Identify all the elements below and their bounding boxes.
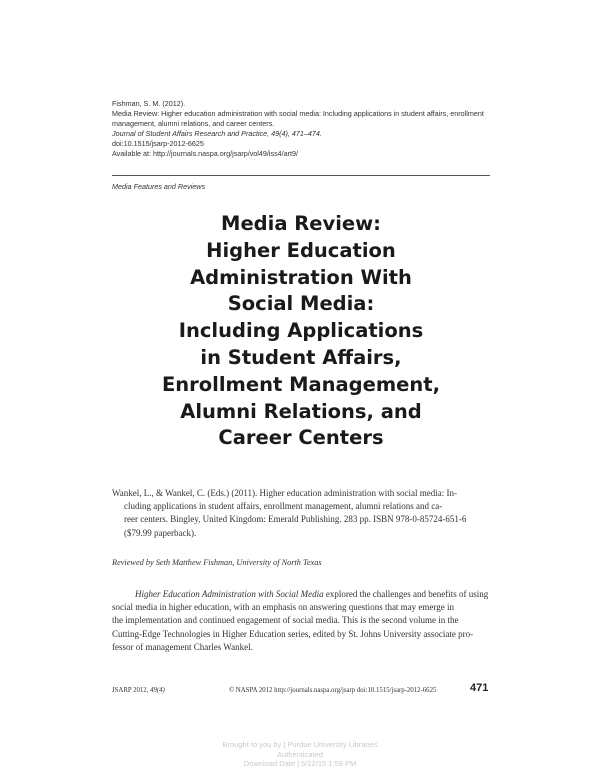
title-line: in Student Affairs, xyxy=(200,345,402,369)
footer-volume: 49(4) xyxy=(150,687,165,694)
reviewer-byline: Reviewed by Seth Matthew Fishman, University of North Texas xyxy=(112,558,322,567)
footer-journal-abbr: JSARP 2012, xyxy=(112,687,151,694)
body-line: fessor of management Charles Wankel. xyxy=(112,641,253,652)
title-line: Media Review: xyxy=(221,212,381,235)
body-line: the implementation and continued engagement of social media. This is the second volume in the xyxy=(112,615,459,626)
download-watermark xyxy=(200,740,400,769)
article-title xyxy=(112,211,490,452)
citation-author: Fishman, S. M. (2012). xyxy=(112,99,186,108)
title-line: Social Media: xyxy=(227,292,375,316)
book-title-italic: Higher Education Administration with Social Media xyxy=(135,589,324,599)
body-line xyxy=(112,588,492,601)
body-line: Cutting-Edge Technologies in Higher Education series, edited by St. Johns University associate pro- xyxy=(112,628,474,639)
header-divider xyxy=(112,175,490,176)
body-line: social media in higher education, with an emphasis on answering questions that may emerge in xyxy=(112,602,454,613)
footer-journal xyxy=(112,687,165,694)
footer-copyright: © NASPA 2012 http://journals.naspa.org/jsarp doi:10.1515/jsarp-2012-6625 xyxy=(229,687,437,694)
title-line: Including Applications xyxy=(178,319,424,343)
page-number: 471 xyxy=(470,682,489,694)
title-line: Administration With xyxy=(190,265,412,289)
title-line: Career Centers xyxy=(218,426,384,450)
reference-line: reer centers. Bingley, United Kingdom: Emerald Publishing. 283 pp. ISBN 978-0-85724-651-6 xyxy=(124,514,467,525)
title-line: Enrollment Management, xyxy=(161,372,441,396)
reference-line: cluding applications in student affairs, enrollment management, alumni relations and ca- xyxy=(124,501,443,512)
review-body xyxy=(112,588,492,654)
body-line-rest: explored the challenges and benefits of using xyxy=(323,589,489,599)
citation-url[interactable]: Available at: http://journals.naspa.org/jsarp/vol49/iss4/art9/ xyxy=(112,149,299,158)
title-line: Alumni Relations, and xyxy=(180,399,422,423)
reference-line: ($79.99 paperback). xyxy=(124,527,197,538)
book-reference xyxy=(112,487,492,540)
citation-title: Media Review: Higher education administration with social media: Including applications in student affairs, enrollment management, alumni relations, and career centers. xyxy=(112,109,484,128)
title-line: Higher Education xyxy=(206,238,396,262)
watermark-line: Authenticated xyxy=(277,749,323,759)
citation-journal: Journal of Student Affairs Research and Practice, 49(4), 471–474. xyxy=(112,129,322,138)
watermark-line: Brought to you by | Purdue University Libraries xyxy=(222,740,378,749)
section-label: Media Features and Reviews xyxy=(112,182,206,191)
citation-block xyxy=(112,99,492,159)
reference-line: Wankel, L., & Wankel, C. (Eds.) (2011). Higher education administration with social media: In- xyxy=(112,488,457,498)
citation-doi: doi:10.1515/jsarp-2012-6625 xyxy=(112,139,204,148)
watermark-line: Download Date | 5/22/15 1:59 PM xyxy=(243,759,357,768)
